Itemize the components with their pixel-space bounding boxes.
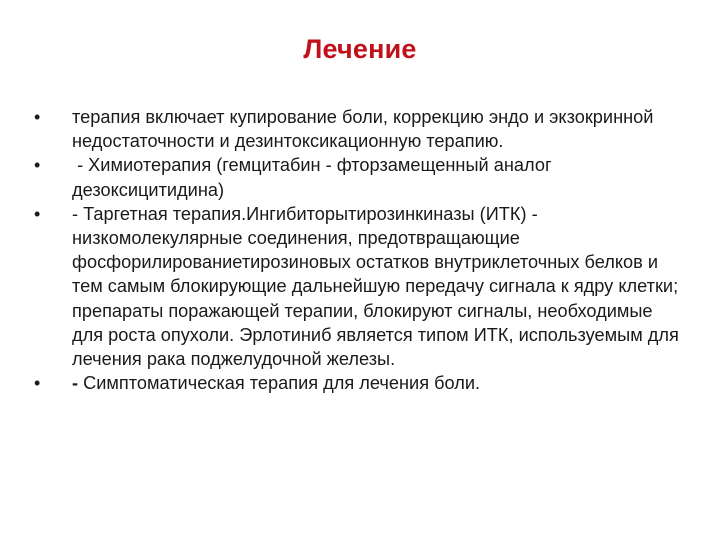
- bullet-icon: •: [34, 203, 41, 224]
- bullet-text: - Таргетная терапия.Ингибиторытирозинкиназы (ИТК) - низкомолекулярные соединения, предотвращающие фосфорилированиетирозиновых остатков внутриклеточных белков и тем самым блокирующие дальнейшую передачу сигнала к ядру клетки; препараты поражающей терапии, блокируют сигналы, необходимые для роста опухоли. Эрлотиниб является типом ИТК, используемым для лечения рака поджелудочной железы.: [72, 203, 679, 370]
- bullet-prefix: -: [72, 373, 84, 394]
- bullet-text: Симптоматическая терапия для лечения боли.: [83, 373, 481, 394]
- list-item: [34, 153, 684, 201]
- bullet-text: терапия включает купирование боли, коррекцию эндо и экзокринной недостаточности и дезинтоксикационную терапию.: [72, 107, 654, 152]
- list-item: [34, 202, 684, 371]
- slide-title: Лечение: [303, 34, 417, 64]
- list-item: [34, 105, 684, 153]
- bullet-text: - Химиотерапия (гемцитабин - фторзамещенный аналог дезоксицитидина): [72, 155, 557, 200]
- list-item: [34, 371, 684, 395]
- bullet-icon: •: [34, 155, 41, 176]
- bullet-icon: •: [34, 373, 41, 394]
- bullet-icon: •: [34, 107, 41, 127]
- bullet-list: [34, 105, 684, 395]
